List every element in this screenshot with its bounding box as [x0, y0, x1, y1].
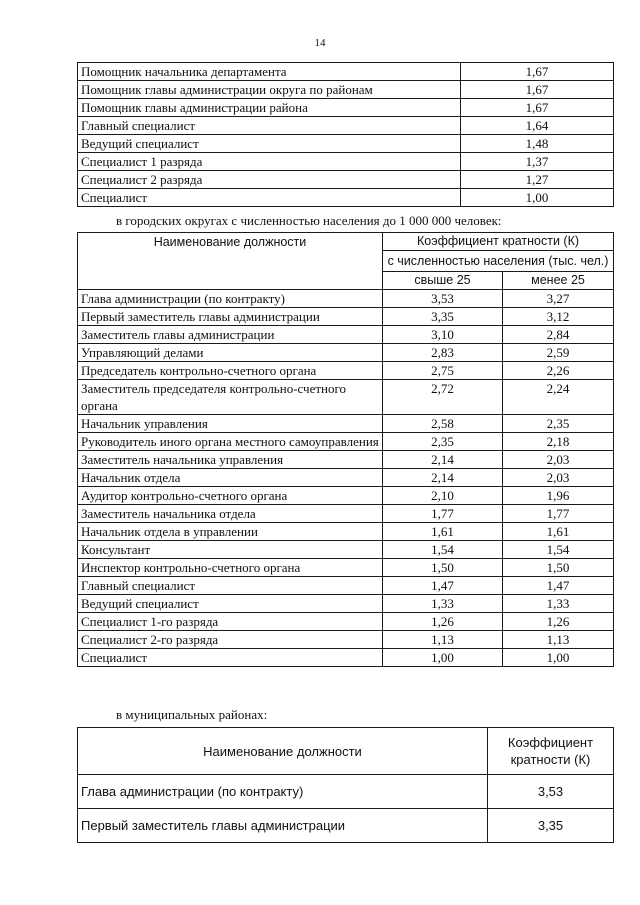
coefficient-cell: 2,83 — [383, 344, 503, 362]
coefficient-cell: 2,14 — [383, 451, 503, 469]
section-intro-city-districts: в городских округах с численностью населения до 1 000 000 человек: — [116, 213, 502, 228]
position-name-cell: Управляющий делами — [78, 344, 383, 362]
coefficient-cell: 1,47 — [503, 577, 614, 595]
position-name-cell: Ведущий специалист — [78, 135, 461, 153]
position-name-cell: Специалист 2 разряда — [78, 171, 461, 189]
position-name-cell: Помощник главы администрации округа по районам — [78, 81, 461, 99]
position-name-cell: Председатель контрольно-счетного органа — [78, 362, 383, 380]
table-row — [78, 541, 614, 559]
table-row — [78, 117, 614, 135]
table-row — [78, 290, 614, 308]
column-header-coefficient: Коэффициент кратности (К) — [488, 728, 614, 775]
coefficient-cell: 1,26 — [503, 613, 614, 631]
coefficient-cell: 1,61 — [503, 523, 614, 541]
coefficient-cell: 1,50 — [503, 559, 614, 577]
position-name-cell: Глава администрации (по контракту) — [78, 290, 383, 308]
column-header-position: Наименование должности — [78, 233, 383, 290]
table-row — [78, 326, 614, 344]
coefficient-cell: 1,33 — [383, 595, 503, 613]
coefficient-cell: 3,27 — [503, 290, 614, 308]
table-row — [78, 433, 614, 451]
coefficient-cell: 2,35 — [383, 433, 503, 451]
table-row — [78, 613, 614, 631]
coefficient-cell: 2,84 — [503, 326, 614, 344]
position-name-cell: Помощник начальника департамента — [78, 63, 461, 81]
coefficient-cell: 1,48 — [461, 135, 614, 153]
column-header-population: с численностью населения (тыс. чел.) — [383, 251, 614, 272]
position-name-cell: Заместитель начальника отдела — [78, 505, 383, 523]
position-name-cell: Заместитель главы администрации — [78, 326, 383, 344]
position-name-cell: Специалист 2-го разряда — [78, 631, 383, 649]
coefficient-cell: 2,35 — [503, 415, 614, 433]
coefficient-cell: 2,75 — [383, 362, 503, 380]
city-districts-coefficients-table — [77, 232, 614, 667]
table-row — [78, 577, 614, 595]
position-name-cell: Специалист 1-го разряда — [78, 613, 383, 631]
table-row — [78, 308, 614, 326]
coefficient-cell: 1,96 — [503, 487, 614, 505]
coefficient-cell: 2,14 — [383, 469, 503, 487]
position-name-cell: Главный специалист — [78, 577, 383, 595]
coefficient-cell: 1,47 — [383, 577, 503, 595]
position-name-cell: Специалист — [78, 649, 383, 667]
coefficient-cell: 2,59 — [503, 344, 614, 362]
coefficient-cell: 3,53 — [488, 775, 614, 809]
position-name-cell: Заместитель председателя контрольно-счетного органа — [78, 380, 383, 415]
table-row — [78, 649, 614, 667]
table-row — [78, 631, 614, 649]
coefficient-cell: 1,27 — [461, 171, 614, 189]
coefficient-cell: 2,26 — [503, 362, 614, 380]
coefficient-cell: 1,64 — [461, 117, 614, 135]
coefficient-cell: 3,35 — [383, 308, 503, 326]
coefficient-cell: 2,24 — [503, 380, 614, 415]
position-name-cell: Первый заместитель главы администрации — [78, 308, 383, 326]
coefficient-cell: 3,12 — [503, 308, 614, 326]
table-row — [78, 362, 614, 380]
coefficient-cell: 1,77 — [383, 505, 503, 523]
page-number: 14 — [314, 37, 326, 49]
position-name-cell: Первый заместитель главы администрации — [78, 809, 488, 843]
table-row — [78, 344, 614, 362]
column-header-position: Наименование должности — [78, 728, 488, 775]
coefficient-cell: 3,10 — [383, 326, 503, 344]
coefficient-cell: 2,03 — [503, 451, 614, 469]
coefficient-cell: 2,10 — [383, 487, 503, 505]
table-row — [78, 559, 614, 577]
coefficient-cell: 1,54 — [503, 541, 614, 559]
coefficient-cell: 1,26 — [383, 613, 503, 631]
table-row — [78, 415, 614, 433]
coefficient-cell: 1,33 — [503, 595, 614, 613]
coefficient-cell: 1,50 — [383, 559, 503, 577]
table-row — [78, 135, 614, 153]
position-name-cell: Помощник главы администрации района — [78, 99, 461, 117]
table-row — [78, 451, 614, 469]
table-row — [78, 505, 614, 523]
position-name-cell: Руководитель иного органа местного самоуправления — [78, 433, 383, 451]
coefficient-cell: 2,03 — [503, 469, 614, 487]
table-row — [78, 189, 614, 207]
coefficient-cell: 1,00 — [503, 649, 614, 667]
coefficient-cell: 1,61 — [383, 523, 503, 541]
position-name-cell: Начальник отдела в управлении — [78, 523, 383, 541]
table-row — [78, 775, 614, 809]
coefficient-cell: 1,67 — [461, 81, 614, 99]
position-name-cell: Глава администрации (по контракту) — [78, 775, 488, 809]
position-name-cell: Заместитель начальника управления — [78, 451, 383, 469]
table-row — [78, 99, 614, 117]
column-header-under-25: менее 25 — [503, 272, 614, 290]
table-row — [78, 380, 614, 415]
coefficient-cell: 1,77 — [503, 505, 614, 523]
table-row — [78, 595, 614, 613]
table-row — [78, 63, 614, 81]
table-row — [78, 523, 614, 541]
municipal-districts-coefficients-table — [77, 727, 614, 843]
coefficient-cell: 1,54 — [383, 541, 503, 559]
coefficient-cell: 2,58 — [383, 415, 503, 433]
positions-table-continued — [77, 62, 614, 207]
position-name-cell: Специалист — [78, 189, 461, 207]
coefficient-cell: 1,13 — [383, 631, 503, 649]
position-name-cell: Специалист 1 разряда — [78, 153, 461, 171]
position-name-cell: Аудитор контрольно-счетного органа — [78, 487, 383, 505]
column-header-coefficient: Коэффициент кратности (К) — [383, 233, 614, 251]
coefficient-cell: 1,00 — [383, 649, 503, 667]
table-row — [78, 153, 614, 171]
coefficient-cell: 1,67 — [461, 99, 614, 117]
table-row — [78, 809, 614, 843]
table-row — [78, 469, 614, 487]
table-row — [78, 487, 614, 505]
position-name-cell: Главный специалист — [78, 117, 461, 135]
coefficient-cell: 1,37 — [461, 153, 614, 171]
coefficient-cell: 3,35 — [488, 809, 614, 843]
table-row — [78, 171, 614, 189]
position-name-cell: Начальник отдела — [78, 469, 383, 487]
coefficient-cell: 2,18 — [503, 433, 614, 451]
coefficient-cell: 1,67 — [461, 63, 614, 81]
coefficient-cell: 1,13 — [503, 631, 614, 649]
position-name-cell: Консультант — [78, 541, 383, 559]
position-name-cell: Инспектор контрольно-счетного органа — [78, 559, 383, 577]
coefficient-cell: 1,00 — [461, 189, 614, 207]
table-row — [78, 81, 614, 99]
coefficient-cell: 3,53 — [383, 290, 503, 308]
section-intro-municipal-districts: в муниципальных районах: — [116, 707, 268, 722]
position-name-cell: Начальник управления — [78, 415, 383, 433]
position-name-cell: Ведущий специалист — [78, 595, 383, 613]
coefficient-cell: 2,72 — [383, 380, 503, 415]
column-header-over-25: свыше 25 — [383, 272, 503, 290]
